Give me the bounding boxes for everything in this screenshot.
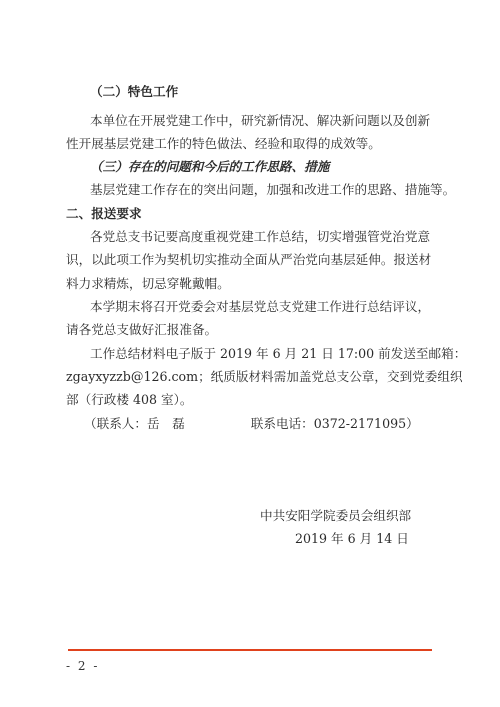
contact-phone: 联系电话：0372-2171095）: [250, 416, 419, 431]
contact-line: [84, 416, 500, 432]
paragraph-line: 请各党总支做好汇报准备。: [66, 322, 218, 337]
page-number: - 2 -: [66, 659, 100, 673]
paragraph-line: 料力求精炼，切忌穿靴戴帽。: [66, 276, 230, 291]
section-heading-special-work: （二）特色工作: [90, 84, 179, 99]
email-line: zgayxyzzb@126.com；纸质版材料需加盖党总支公章，交到党委组织: [66, 369, 463, 384]
contact-person: （联系人：岳 磊: [84, 416, 185, 431]
paragraph-line: 工作总结材料电子版于 2019 年 6 月 21 日 17:00 前发送至邮箱：: [90, 346, 467, 361]
signature-organization: 中共安阳学院委员会组织部: [260, 508, 412, 523]
paragraph-line: 基层党建工作存在的突出问题，加强和改进工作的思路、措施等。: [90, 182, 456, 197]
paragraph-line: 部（行政楼 408 室）。: [66, 392, 193, 407]
footer-rule: [68, 649, 432, 651]
section-heading-submission-requirements: 二、报送要求: [66, 206, 142, 221]
signature-date: 2019 年 6 月 14 日: [295, 531, 409, 546]
paragraph-line: 本学期末将召开党委会对基层党总支党建工作进行总结评议，: [90, 299, 431, 314]
paragraph-line: 各党总支书记要高度重视党建工作总结，切实增强管党治党意: [90, 229, 431, 244]
paragraph-line: 本单位在开展党建工作中，研究新情况、解决新问题以及创新: [90, 113, 431, 128]
section-heading-problems-and-plans: （三）存在的问题和今后的工作思路、措施: [90, 159, 330, 174]
paragraph-line: 性开展基层党建工作的特色做法、经验和取得的成效等。: [66, 136, 381, 151]
paragraph-line: 识，以此项工作为契机切实推动全面从严治党向基层延伸。报送材: [66, 252, 432, 267]
